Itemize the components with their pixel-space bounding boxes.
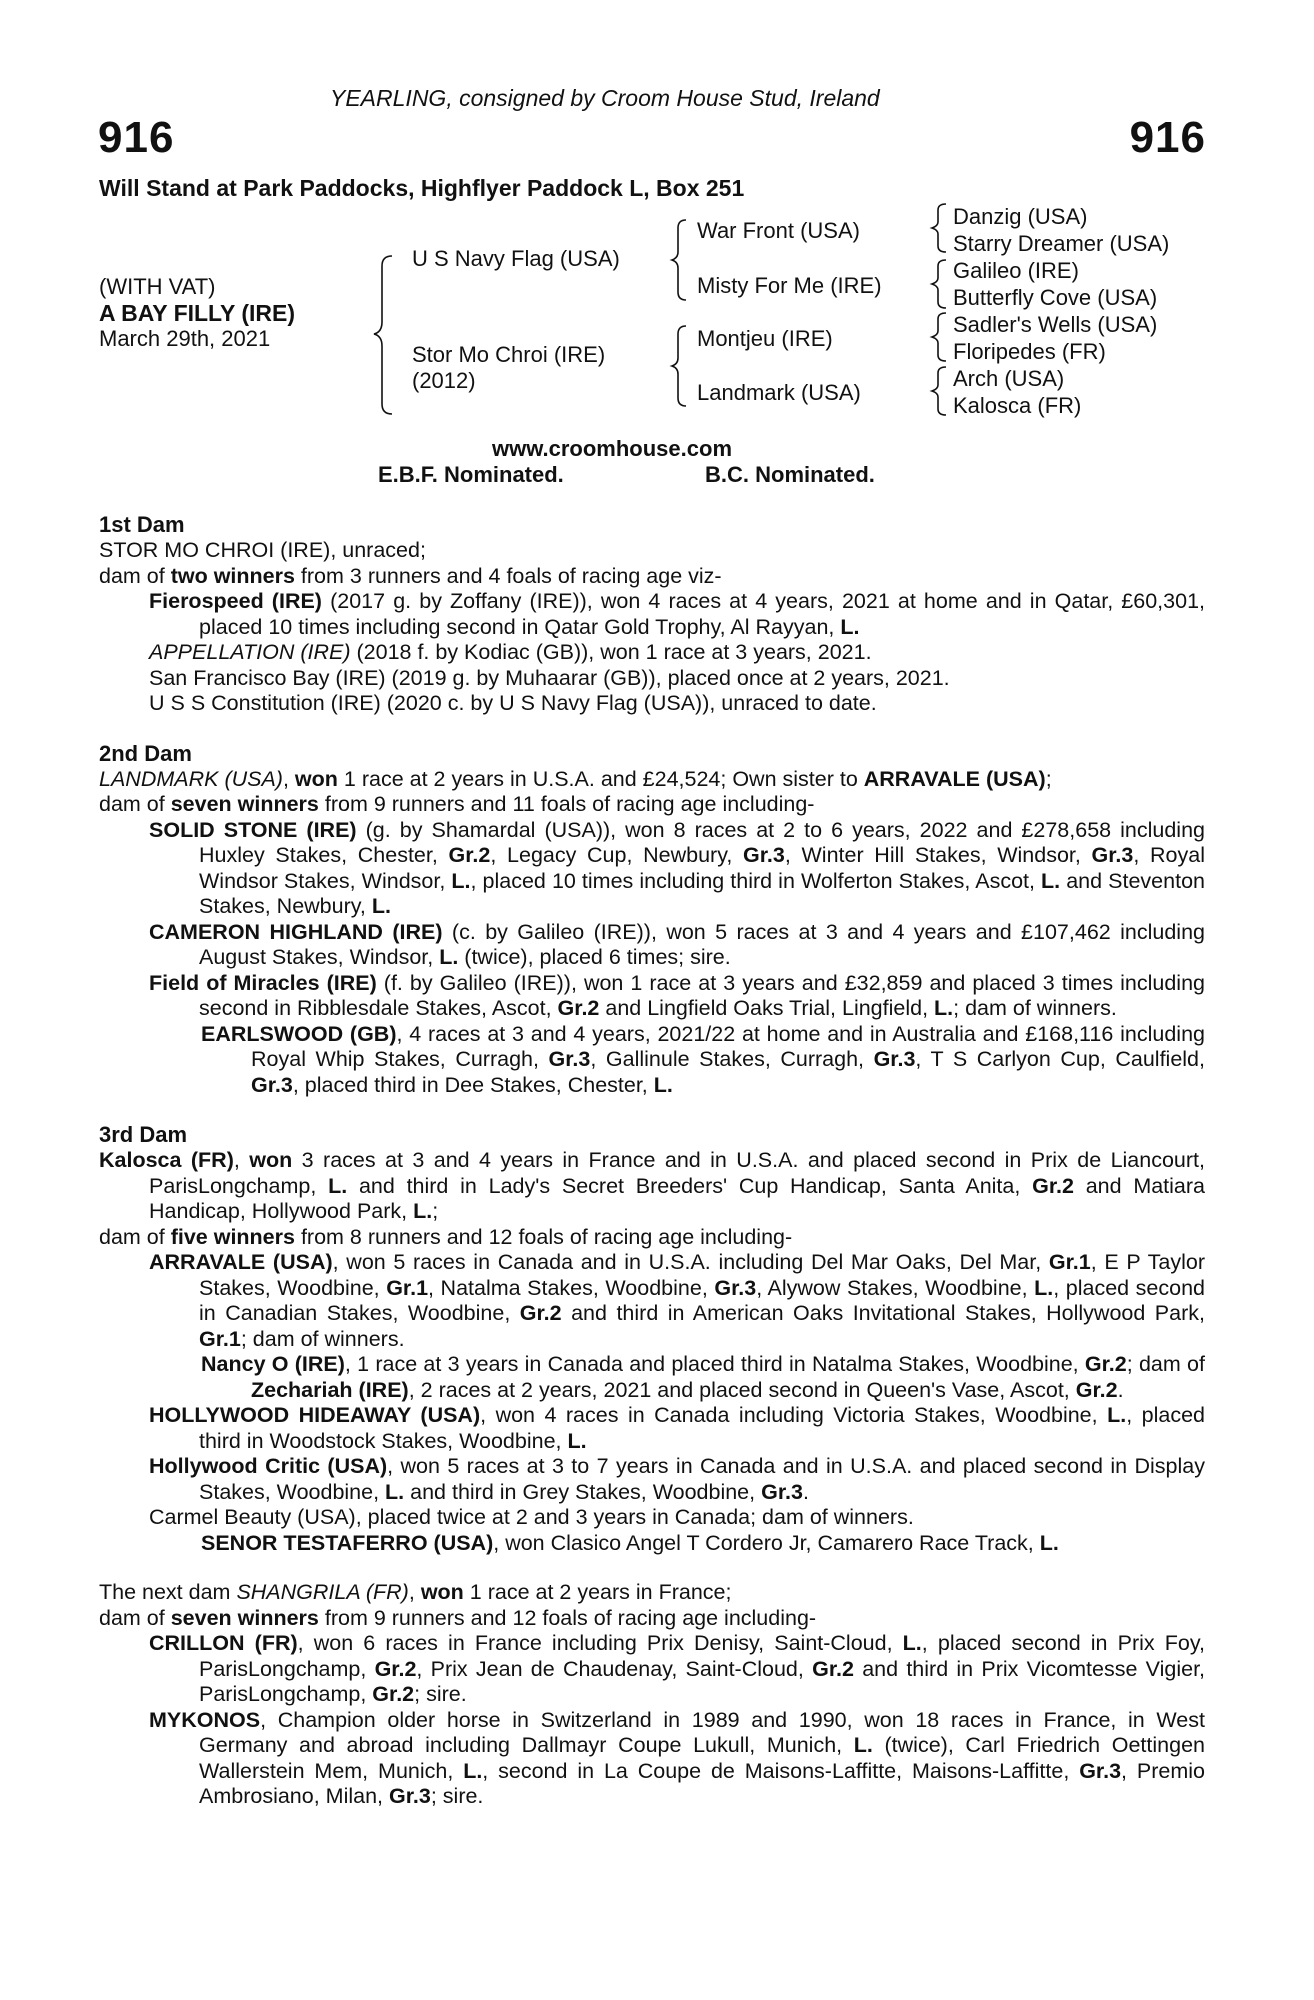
produce-entry: Carmel Beauty (USA), placed twice at 2 and 3 years in Canada; dam of winners. [149,1505,914,1529]
pedigree-dam-dam: Landmark (USA) [697,380,861,405]
pedigree-g6: Floripedes (FR) [953,339,1106,364]
next-dam-intro: The next dam SHANGRILA (FR), won 1 race at 2 years in France; [99,1580,732,1604]
produce-entry: EARLSWOOD (GB), 4 races at 3 and 4 years, 2021/22 at home and in Australia and £168,116 including Royal Whip Stakes, Curragh, Gr.3, Gallinule Stakes, Curragh, Gr.3, T S Carlyon Cup, Caulfield, Gr.3, placed third in Dee Stakes, Chester, L. [201,1021,1205,1097]
produce-entry: SENOR TESTAFERRO (USA), won Clasico Angel T Cordero Jr, Camarero Race Track, L. [201,1530,1059,1555]
produce-entry: APPELLATION (IRE) (2018 f. by Kodiac (GB)), won 1 race at 3 years, 2021. [149,640,872,664]
lot-number-right: 916 [1129,113,1206,162]
pedigree-dam-sire: Montjeu (IRE) [697,326,833,351]
pedigree-g2: Starry Dreamer (USA) [953,231,1170,256]
pedigree-sire-sire: War Front (USA) [697,218,860,243]
produce-entry: Field of Miracles (IRE) (f. by Galileo (IRE)), won 1 race at 3 years and £32,859 and placed 3 times including second in Ribblesdale Stakes, Ascot, Gr.2 and Lingfield Oaks Trial, Lingfield, L.; dam of winners. [149,970,1205,1020]
pedigree-g8: Kalosca (FR) [953,393,1082,418]
second-dam-intro: LANDMARK (USA), won 1 race at 2 years in U.S.A. and £24,524; Own sister to ARRAVALE (USA); [99,766,1052,791]
section-title-2nd-dam: 2nd Dam [99,740,192,766]
catalogue-body [99,512,1205,1810]
stand-location: Will Stand at Park Paddocks, Highflyer Paddock L, Box 251 [99,175,745,201]
produce-entry: HOLLYWOOD HIDEAWAY (USA), won 4 races in Canada including Victoria Stakes, Woodbine, L., placed third in Woodstock Stakes, Woodbine, L. [149,1403,1205,1453]
produce-entry: Fierospeed (IRE) (2017 g. by Zoffany (IRE)), won 4 races at 4 years, 2021 at home and in Qatar, £60,301, placed 10 times including second in Qatar Gold Trophy, Al Rayyan, L. [149,589,1205,639]
produce-entry: ARRAVALE (USA), won 5 races in Canada and in U.S.A. including Del Mar Oaks, Del Mar, Gr.1, E P Taylor Stakes, Woodbine, Gr.1, Natalma Stakes, Woodbine, Gr.3, Alywow Stakes, Woodbine, L., placed second in Canadian Stakes, Woodbine, Gr.2 and third in American Oaks Invitational Stakes, Hollywood Park, Gr.1; dam of winners. [149,1250,1205,1351]
pedigree-g7: Arch (USA) [953,366,1065,391]
produce-entry: CRILLON (FR), won 6 races in France including Prix Denisy, Saint-Cloud, L., placed second in Prix Foy, ParisLongchamp, Gr.2, Prix Jean de Chaudenay, Saint-Cloud, Gr.2 and third in Prix Vicomtesse Vigier, ParisLongchamp, Gr.2; sire. [149,1631,1206,1706]
produce-entry: CAMERON HIGHLAND (IRE) (c. by Galileo (IRE)), won 5 races at 3 and 4 years and £107,462 including August Stakes, Windsor, L. (twice), placed 6 times; sire. [149,919,1205,969]
website-link[interactable]: www.croomhouse.com [492,436,733,461]
consignment-header: YEARLING, consigned by Croom House Stud, Ireland [330,85,880,111]
pedigree-sire: U S Navy Flag (USA) [412,246,620,271]
ebf-nomination: E.B.F. Nominated. [378,462,564,487]
produce-entry: MYKONOS, Champion older horse in Switzerland in 1989 and 1990, won 18 races in France, in West Germany and abroad including Dallmayr Coupe Lukull, Munich, L. (twice), Carl Friedrich Oettingen Wallerstein Mem, Munich, L., second in La Coupe de Maisons-Laffitte, Maisons-Laffitte, Gr.3, Premio Ambrosiano, Milan, Gr.3; sire. [149,1707,1205,1808]
pedigree-g1: Danzig (USA) [953,204,1088,229]
next-dam-produce-summary: dam of seven winners from 9 runners and 12 foals of racing age including- [99,1605,817,1630]
lot-number-left: 916 [98,113,175,162]
pedigree-g5: Sadler's Wells (USA) [953,312,1158,337]
pedigree-sire-dam: Misty For Me (IRE) [697,273,882,298]
pedigree-g3: Galileo (IRE) [953,258,1079,283]
pedigree-dam: Stor Mo Chroi (IRE) [412,342,606,367]
vat-note: (WITH VAT) [99,274,216,299]
first-dam-produce-summary: dam of two winners from 3 runners and 4 foals of racing age viz- [99,563,722,588]
produce-entry: Nancy O (IRE), 1 race at 3 years in Canada and placed third in Natalma Stakes, Woodbine, Gr.2; dam of Zechariah (IRE), 2 races at 2 years, 2021 and placed second in Queen's Vase, Ascot, Gr.2. [201,1352,1205,1402]
produce-entry: San Francisco Bay (IRE) (2019 g. by Muhaarar (GB)), placed once at 2 years, 2021. [149,665,950,690]
third-dam-produce-summary: dam of five winners from 8 runners and 12 foals of racing age including- [99,1224,793,1249]
produce-entry: SOLID STONE (IRE) (g. by Shamardal (USA)), won 8 races at 2 to 6 years, 2022 and £278,658 including Huxley Stakes, Chester, Gr.2, Legacy Cup, Newbury, Gr.3, Winter Hill Stakes, Windsor, Gr.3, Royal Windsor Stakes, Windsor, L., placed 10 times including third in Wolferton Stakes, Ascot, L. and Steventon Stakes, Newbury, L. [149,817,1205,918]
section-title-1st-dam: 1st Dam [99,512,185,537]
subject-name: A BAY FILLY (IRE) [99,300,295,326]
third-dam-intro: Kalosca (FR), won 3 races at 3 and 4 years in France and in U.S.A. and placed second in Prix de Liancourt, ParisLongchamp, L. and third in Lady's Secret Breeders' Cup Handicap, Santa Anita, Gr.2 and Matiara Handicap, Hollywood Park, L.; [99,1148,1206,1223]
pedigree-brackets [0,0,1314,440]
produce-entry: U S S Constitution (IRE) (2020 c. by U S Navy Flag (USA)), unraced to date. [149,691,877,715]
section-title-3rd-dam: 3rd Dam [99,1122,188,1147]
foaling-date: March 29th, 2021 [99,326,271,351]
first-dam-intro: STOR MO CHROI (IRE), unraced; [99,538,426,562]
pedigree-dam-year: (2012) [412,368,476,393]
produce-entry: Hollywood Critic (USA), won 5 races at 3 to 7 years in Canada and in U.S.A. and placed second in Display Stakes, Woodbine, L. and third in Grey Stakes, Woodbine, Gr.3. [149,1454,1205,1504]
second-dam-produce-summary: dam of seven winners from 9 runners and 11 foals of racing age including- [99,792,815,816]
pedigree-g4: Butterfly Cove (USA) [953,285,1158,310]
bc-nomination: B.C. Nominated. [705,462,875,487]
